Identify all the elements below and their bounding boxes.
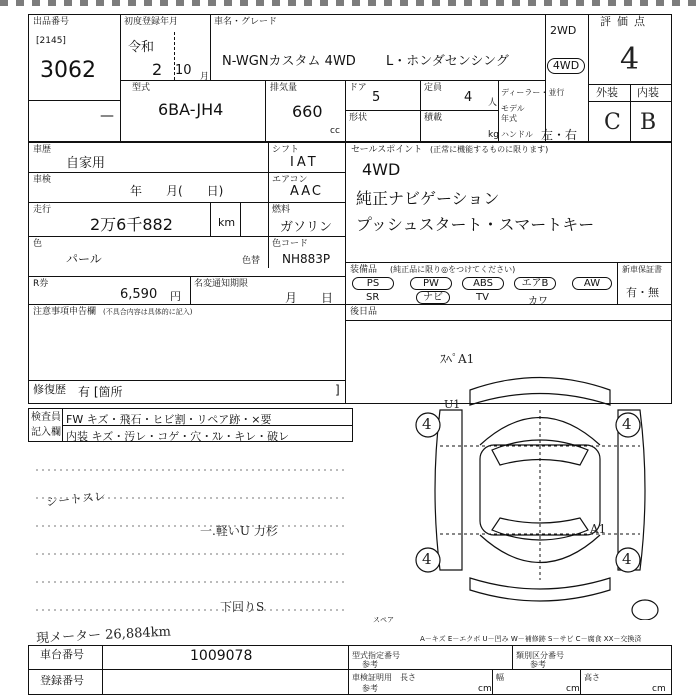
ac-value: AAC bbox=[290, 184, 323, 199]
shift-value: IAT bbox=[290, 155, 319, 170]
tire-fr-value: 4 bbox=[622, 415, 632, 433]
recycle-value: 6,590 bbox=[120, 287, 158, 302]
category-label: 類別区分番号 bbox=[516, 651, 564, 660]
length-label: 長さ bbox=[400, 673, 416, 682]
displacement-value: 660 bbox=[292, 102, 323, 121]
height-label: 高さ bbox=[584, 673, 600, 682]
equip-leather: カワ bbox=[528, 296, 548, 307]
inspector-row-1: FW キズ・飛石・ヒビ割・リペア跡・×要 bbox=[66, 413, 272, 426]
designation-label: 型式指定番号 bbox=[352, 651, 400, 660]
interior-value: B bbox=[640, 110, 657, 135]
spare-label: スペア bbox=[373, 616, 394, 624]
recycle-unit: 円 bbox=[170, 290, 181, 303]
notes-label: 注意事項申告欄 bbox=[33, 307, 97, 317]
sales-sub: (正常に機能するものに限ります) bbox=[430, 145, 549, 154]
chassis-value: 1009078 bbox=[190, 648, 253, 664]
tire-rl-value: 4 bbox=[422, 550, 432, 568]
recycle-label: R券 bbox=[33, 279, 49, 289]
model-value: 6BA-JH4 bbox=[158, 100, 224, 119]
car-grade: L・ホンダセンシング bbox=[386, 54, 509, 69]
equip-sr: SR bbox=[366, 292, 380, 303]
diagram-a1-mark: A1 bbox=[590, 522, 607, 536]
era: 令和 bbox=[128, 40, 155, 55]
drive-2wd: 2WD bbox=[550, 24, 577, 37]
equip-tv: TV bbox=[476, 292, 489, 303]
name-notice-value: 月 日 bbox=[285, 291, 334, 305]
ac-label: エアコン bbox=[272, 175, 308, 185]
spare-tire bbox=[632, 600, 658, 620]
reg-month-unit: 月 bbox=[200, 72, 210, 82]
doors-label: ドア bbox=[349, 83, 367, 93]
exterior-value: C bbox=[604, 110, 621, 135]
reg-month: 10 bbox=[175, 63, 192, 78]
equip-abs: ABS bbox=[462, 277, 504, 290]
equip-navi: ナビ bbox=[416, 291, 450, 304]
shift-label: シフト bbox=[272, 145, 300, 155]
handwritten-meter: 現メーター 26,884km bbox=[35, 624, 172, 647]
reg-year: 2 bbox=[152, 60, 163, 79]
warranty-label: 新車保証書 bbox=[622, 265, 662, 274]
doors-value: 5 bbox=[372, 90, 381, 105]
handwritten-note-2: 一.軽いU 力杉 bbox=[200, 524, 278, 538]
width-unit: cm bbox=[566, 684, 580, 694]
repair-value: 有 [箇所 bbox=[78, 385, 123, 399]
handle-label: ハンドル bbox=[501, 130, 533, 139]
inspector-row-2: 内装 キズ・汚レ・コゲ・穴・ｽﾚ・キレ・破レ bbox=[66, 430, 290, 443]
equip-aw: AW bbox=[572, 277, 612, 290]
ownership-value: 自家用 bbox=[66, 156, 106, 171]
displacement-label: 排気量 bbox=[270, 83, 298, 93]
damage-legend: A－キズ E－エクボ U－凹み W－補修跡 S－サビ C－腐食 XX－交換済 bbox=[420, 635, 642, 643]
load-label: 積載 bbox=[424, 113, 443, 123]
color-number-label: 色替 bbox=[242, 256, 261, 266]
car-name: N-WGNカスタム 4WD bbox=[222, 54, 356, 69]
model-label: 型式 bbox=[132, 83, 151, 93]
repair-label: 修復歴 bbox=[33, 383, 66, 396]
top-crop-strip bbox=[0, 0, 700, 6]
handle-value: 左・右 bbox=[541, 128, 578, 142]
sales-line-1: 4WD bbox=[362, 160, 401, 179]
mileage-value: 2万6千882 bbox=[90, 215, 173, 234]
diagram-u1-mark: U1 bbox=[444, 398, 461, 411]
note-lines bbox=[28, 450, 368, 630]
category-ref: 参考 bbox=[530, 660, 546, 669]
fuel-value: ガソリン bbox=[280, 220, 333, 235]
capacity-unit: 人 bbox=[488, 98, 498, 108]
name-label: 車名・グレード bbox=[214, 17, 278, 27]
inspector-label-1: 検査員 bbox=[31, 412, 61, 423]
sales-line-2: 純正ナビゲーション bbox=[356, 189, 500, 208]
first-reg-label: 初度登録年月 bbox=[124, 17, 179, 27]
car-front-bumper bbox=[470, 378, 610, 406]
capacity-value: 4 bbox=[464, 90, 473, 105]
sales-label: セールスポイント bbox=[351, 145, 423, 155]
length-unit: cm bbox=[478, 684, 492, 694]
drive-4wd: 4WD bbox=[547, 58, 585, 74]
lot-dash: — bbox=[100, 108, 114, 124]
width-label: 幅 bbox=[496, 673, 504, 682]
inspector-label-2: 記入欄 bbox=[31, 427, 61, 438]
fuel-label: 燃料 bbox=[272, 205, 291, 215]
tire-rr-value: 4 bbox=[622, 550, 632, 568]
handwritten-note-1: シートスレ bbox=[45, 488, 107, 510]
load-unit: kg bbox=[488, 130, 499, 140]
lot-bracket: [2145] bbox=[36, 36, 66, 46]
cert-label: 車検証明用 bbox=[352, 673, 392, 682]
model-year-label: モデル年式 bbox=[501, 104, 525, 123]
sales-line-3: プッシュスタート・スマートキー bbox=[356, 215, 595, 234]
lot-label: 出品番号 bbox=[33, 17, 70, 27]
color-value: パール bbox=[66, 252, 102, 266]
cert-ref: 参考 bbox=[362, 684, 378, 693]
interior-label: 内装 bbox=[637, 86, 659, 99]
score-label: 評価点 bbox=[600, 15, 651, 28]
notes-sub: (不具合内容は具体的に記入) bbox=[103, 308, 193, 316]
color-code-value: NH883P bbox=[282, 252, 331, 266]
car-left-side bbox=[435, 410, 462, 570]
dealer-label: ディーラー・並行 bbox=[501, 88, 565, 97]
exterior-label: 外装 bbox=[596, 86, 618, 99]
car-diagram bbox=[400, 350, 680, 620]
designation-ref: 参考 bbox=[362, 660, 378, 669]
tire-fl-value: 4 bbox=[422, 415, 432, 433]
equip-pw: PW bbox=[410, 277, 452, 290]
handwritten-note-3: 下回りS bbox=[220, 600, 265, 614]
equip-ps: PS bbox=[352, 277, 394, 290]
ownership-label: 車歴 bbox=[33, 145, 52, 155]
color-label: 色 bbox=[33, 239, 43, 249]
lot-number: 3062 bbox=[40, 58, 96, 83]
mileage-unit: km bbox=[218, 216, 236, 229]
chassis-label: 車台番号 bbox=[40, 648, 84, 661]
capacity-label: 定員 bbox=[424, 83, 443, 93]
score-value: 4 bbox=[620, 42, 640, 77]
reg-label: 登録番号 bbox=[40, 674, 84, 687]
color-code-label: 色コード bbox=[272, 239, 309, 249]
inspection-value: 年 月( 日) bbox=[130, 184, 224, 198]
equip-airbag: エアB bbox=[514, 277, 556, 290]
inspection-label: 車検 bbox=[33, 175, 52, 185]
displacement-unit: cc bbox=[330, 126, 340, 136]
equipment-sub: (純正品に限り◎をつけてください) bbox=[390, 265, 516, 274]
name-notice-label: 名変通知期限 bbox=[194, 279, 249, 289]
car-rear-bumper bbox=[470, 578, 610, 601]
warranty-value: 有・無 bbox=[626, 286, 659, 299]
height-unit: cm bbox=[652, 684, 666, 694]
repair-end: ] bbox=[335, 383, 340, 397]
shape-label: 形状 bbox=[349, 113, 368, 123]
mileage-label: 走行 bbox=[33, 205, 52, 215]
after-label: 後日品 bbox=[350, 307, 378, 317]
equipment-label: 装備品 bbox=[350, 265, 378, 275]
diagram-sv-mark: ｽﾍﾟA1 bbox=[440, 352, 475, 366]
